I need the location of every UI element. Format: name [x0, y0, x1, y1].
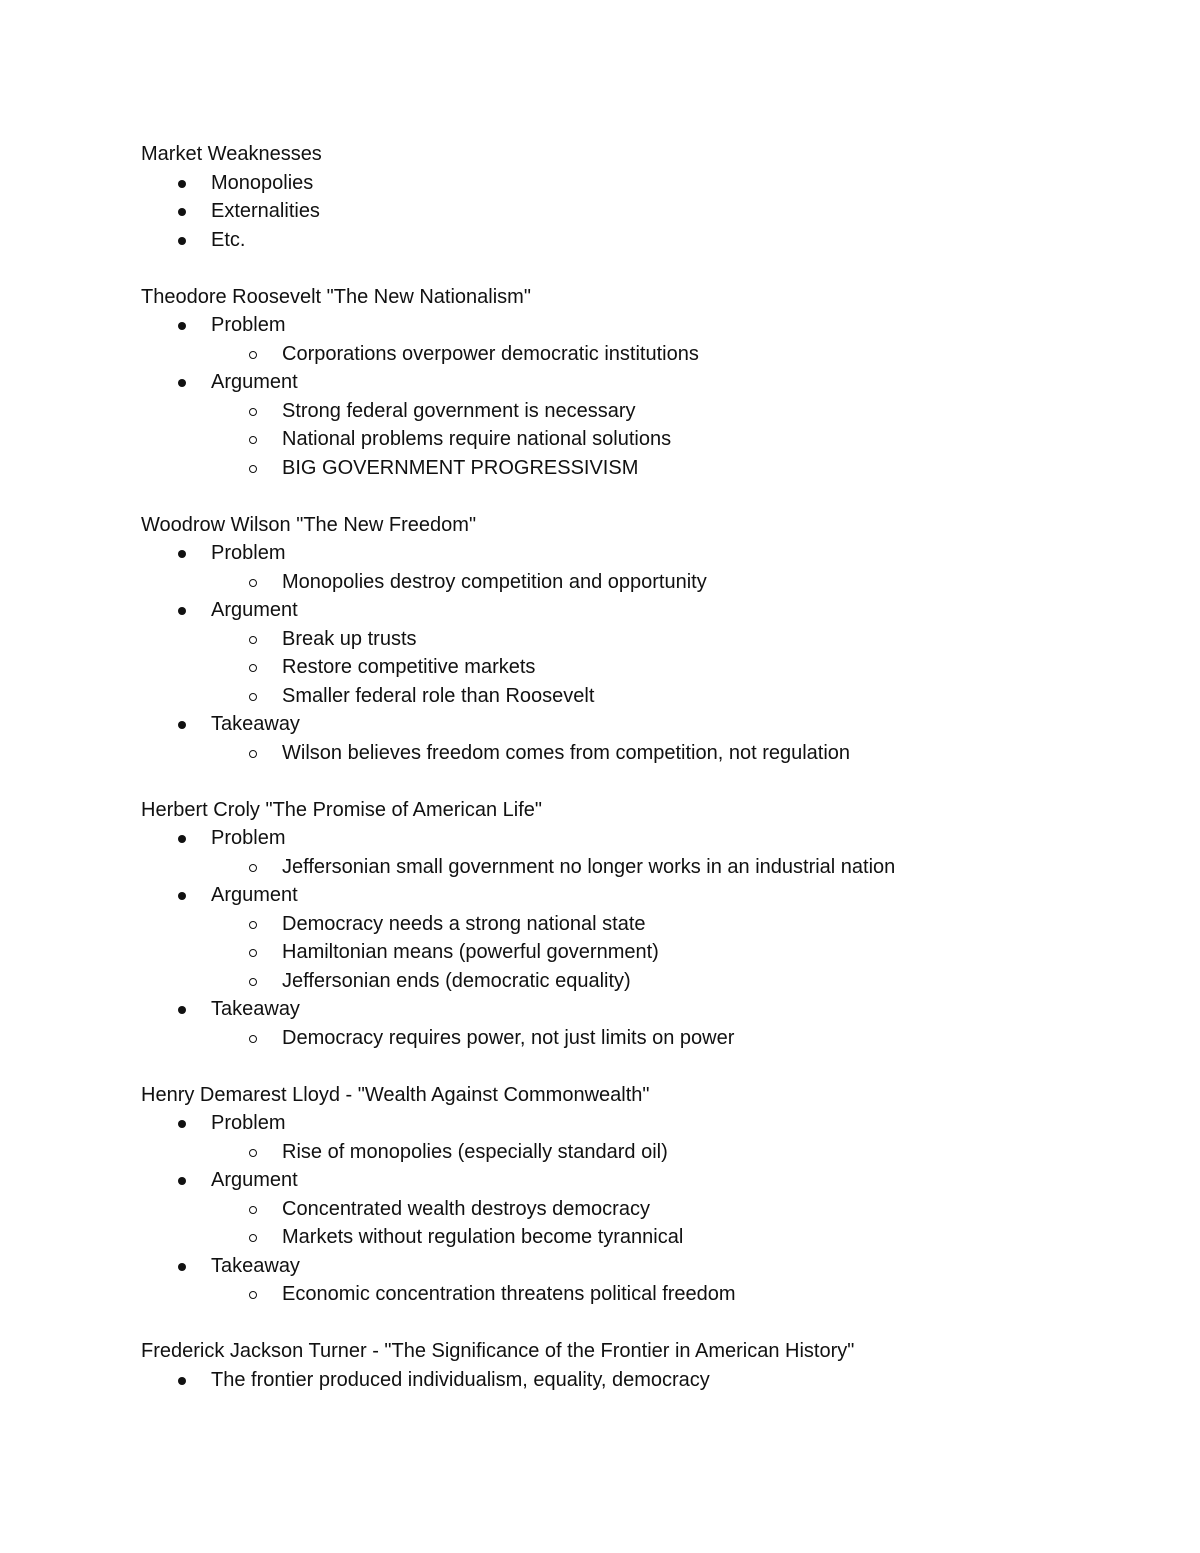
list-item-text: Democracy requires power, not just limits on power — [282, 1026, 735, 1049]
sub-list-item — [141, 853, 1141, 882]
sub-list-item — [141, 397, 1141, 426]
list-item — [141, 368, 1141, 397]
list-item-text: Concentrated wealth destroys democracy — [282, 1197, 650, 1220]
list-item-text: Jeffersonian ends (democratic equality) — [282, 969, 631, 992]
list-item — [141, 226, 1141, 255]
list-item-text: The frontier produced individualism, equality, democracy — [211, 1368, 710, 1391]
list-item-text: Problem — [211, 542, 286, 564]
sub-list-item — [141, 938, 1141, 967]
section-heading: Woodrow Wilson "The New Freedom" — [141, 513, 477, 536]
list-item-text: Monopolies destroy competition and opportunity — [282, 570, 707, 593]
list-item-text: BIG GOVERNMENT PROGRESSIVISM — [282, 456, 639, 479]
sub-list-item — [141, 682, 1141, 711]
list-item-text: Economic concentration threatens political freedom — [282, 1283, 736, 1305]
filled-bullet-icon — [178, 208, 186, 216]
filled-bullet-icon — [178, 892, 186, 900]
list-item-text: National problems require national solutions — [282, 428, 672, 450]
list-item — [141, 1252, 1141, 1281]
list-item-text: Problem — [211, 1112, 286, 1134]
hollow-bullet-icon — [249, 636, 257, 644]
list-item-text: Argument — [211, 884, 298, 906]
list-item-text: Corporations overpower democratic institutions — [282, 342, 699, 365]
filled-bullet-icon — [178, 237, 186, 245]
sub-list-item — [141, 340, 1141, 369]
list-item-text: Rise of monopolies (especially standard oil) — [282, 1140, 668, 1163]
bullet-list — [141, 539, 1141, 767]
filled-bullet-icon — [178, 1263, 186, 1271]
list-item-text: Markets without regulation become tyrannical — [282, 1226, 684, 1248]
sub-list-item — [141, 1223, 1141, 1252]
list-item-text: Argument — [211, 1169, 298, 1191]
hollow-bullet-icon — [249, 465, 257, 473]
hollow-bullet-icon — [249, 750, 257, 758]
list-item-text: Hamiltonian means (powerful government) — [282, 941, 659, 963]
filled-bullet-icon — [178, 379, 186, 387]
sub-list-item — [141, 1138, 1141, 1167]
filled-bullet-icon — [178, 1120, 186, 1128]
section-heading: Theodore Roosevelt "The New Nationalism" — [141, 285, 531, 308]
list-item-text: Problem — [211, 827, 286, 849]
list-item — [141, 881, 1141, 910]
sub-list-item — [141, 1024, 1141, 1053]
outline-section — [141, 796, 1141, 1053]
sub-list-item — [141, 625, 1141, 654]
list-item — [141, 311, 1141, 340]
hollow-bullet-icon — [249, 1291, 257, 1299]
list-item-text: Monopolies — [211, 171, 314, 194]
list-item — [141, 197, 1141, 226]
hollow-bullet-icon — [249, 978, 257, 986]
list-item-text: Argument — [211, 371, 298, 393]
filled-bullet-icon — [178, 1006, 186, 1014]
list-item-text: Etc. — [211, 228, 246, 251]
sub-list-item — [141, 739, 1141, 768]
filled-bullet-icon — [178, 180, 186, 188]
document-body — [141, 140, 1141, 1423]
bullet-list — [141, 311, 1141, 482]
hollow-bullet-icon — [249, 664, 257, 672]
hollow-bullet-icon — [249, 579, 257, 587]
list-item-text: Problem — [211, 314, 286, 336]
list-item-text: Externalities — [211, 200, 320, 222]
section-heading: Frederick Jackson Turner - "The Significance of the Frontier in American History" — [141, 1340, 855, 1362]
outline-section — [141, 140, 1141, 254]
hollow-bullet-icon — [249, 1149, 257, 1157]
hollow-bullet-icon — [249, 949, 257, 957]
list-item-text: Takeaway — [211, 998, 300, 1020]
outline-section — [141, 1081, 1141, 1309]
filled-bullet-icon — [178, 607, 186, 615]
bullet-list — [141, 169, 1141, 255]
outline-section — [141, 511, 1141, 768]
hollow-bullet-icon — [249, 864, 257, 872]
hollow-bullet-icon — [249, 1234, 257, 1242]
sub-list-item — [141, 425, 1141, 454]
filled-bullet-icon — [178, 1377, 186, 1385]
filled-bullet-icon — [178, 721, 186, 729]
sub-list-item — [141, 454, 1141, 483]
list-item-text: Takeaway — [211, 713, 300, 735]
list-item-text: Smaller federal role than Roosevelt — [282, 684, 595, 707]
list-item-text: Argument — [211, 599, 298, 621]
hollow-bullet-icon — [249, 1035, 257, 1043]
list-item-text: Democracy needs a strong national state — [282, 912, 646, 935]
list-item — [141, 1166, 1141, 1195]
bullet-list — [141, 1109, 1141, 1309]
hollow-bullet-icon — [249, 693, 257, 701]
list-item-text: Takeaway — [211, 1254, 300, 1277]
list-item-text: Wilson believes freedom comes from competition, not regulation — [282, 741, 851, 764]
bullet-list — [141, 824, 1141, 1052]
sub-list-item — [141, 967, 1141, 996]
list-item — [141, 539, 1141, 568]
list-item-text: Restore competitive markets — [282, 656, 536, 678]
list-item — [141, 824, 1141, 853]
hollow-bullet-icon — [249, 1206, 257, 1214]
filled-bullet-icon — [178, 1177, 186, 1185]
bullet-list — [141, 1366, 1141, 1395]
section-heading: Herbert Croly "The Promise of American Life" — [141, 798, 543, 821]
list-item-text: Strong federal government is necessary — [282, 399, 636, 422]
filled-bullet-icon — [178, 322, 186, 330]
list-item — [141, 1366, 1141, 1395]
outline-section — [141, 1337, 1141, 1394]
list-item — [141, 995, 1141, 1024]
list-item — [141, 710, 1141, 739]
hollow-bullet-icon — [249, 351, 257, 359]
list-item — [141, 596, 1141, 625]
sub-list-item — [141, 653, 1141, 682]
sub-list-item — [141, 910, 1141, 939]
hollow-bullet-icon — [249, 436, 257, 444]
hollow-bullet-icon — [249, 408, 257, 416]
list-item — [141, 169, 1141, 198]
hollow-bullet-icon — [249, 921, 257, 929]
list-item — [141, 1109, 1141, 1138]
sub-list-item — [141, 1195, 1141, 1224]
sub-list-item — [141, 1280, 1141, 1309]
filled-bullet-icon — [178, 550, 186, 558]
list-item-text: Jeffersonian small government no longer works in an industrial nation — [282, 855, 896, 878]
outline-section — [141, 283, 1141, 483]
filled-bullet-icon — [178, 835, 186, 843]
section-heading: Market Weaknesses — [141, 143, 322, 165]
sub-list-item — [141, 568, 1141, 597]
list-item-text: Break up trusts — [282, 627, 417, 650]
section-heading: Henry Demarest Lloyd - "Wealth Against Commonwealth" — [141, 1083, 650, 1106]
